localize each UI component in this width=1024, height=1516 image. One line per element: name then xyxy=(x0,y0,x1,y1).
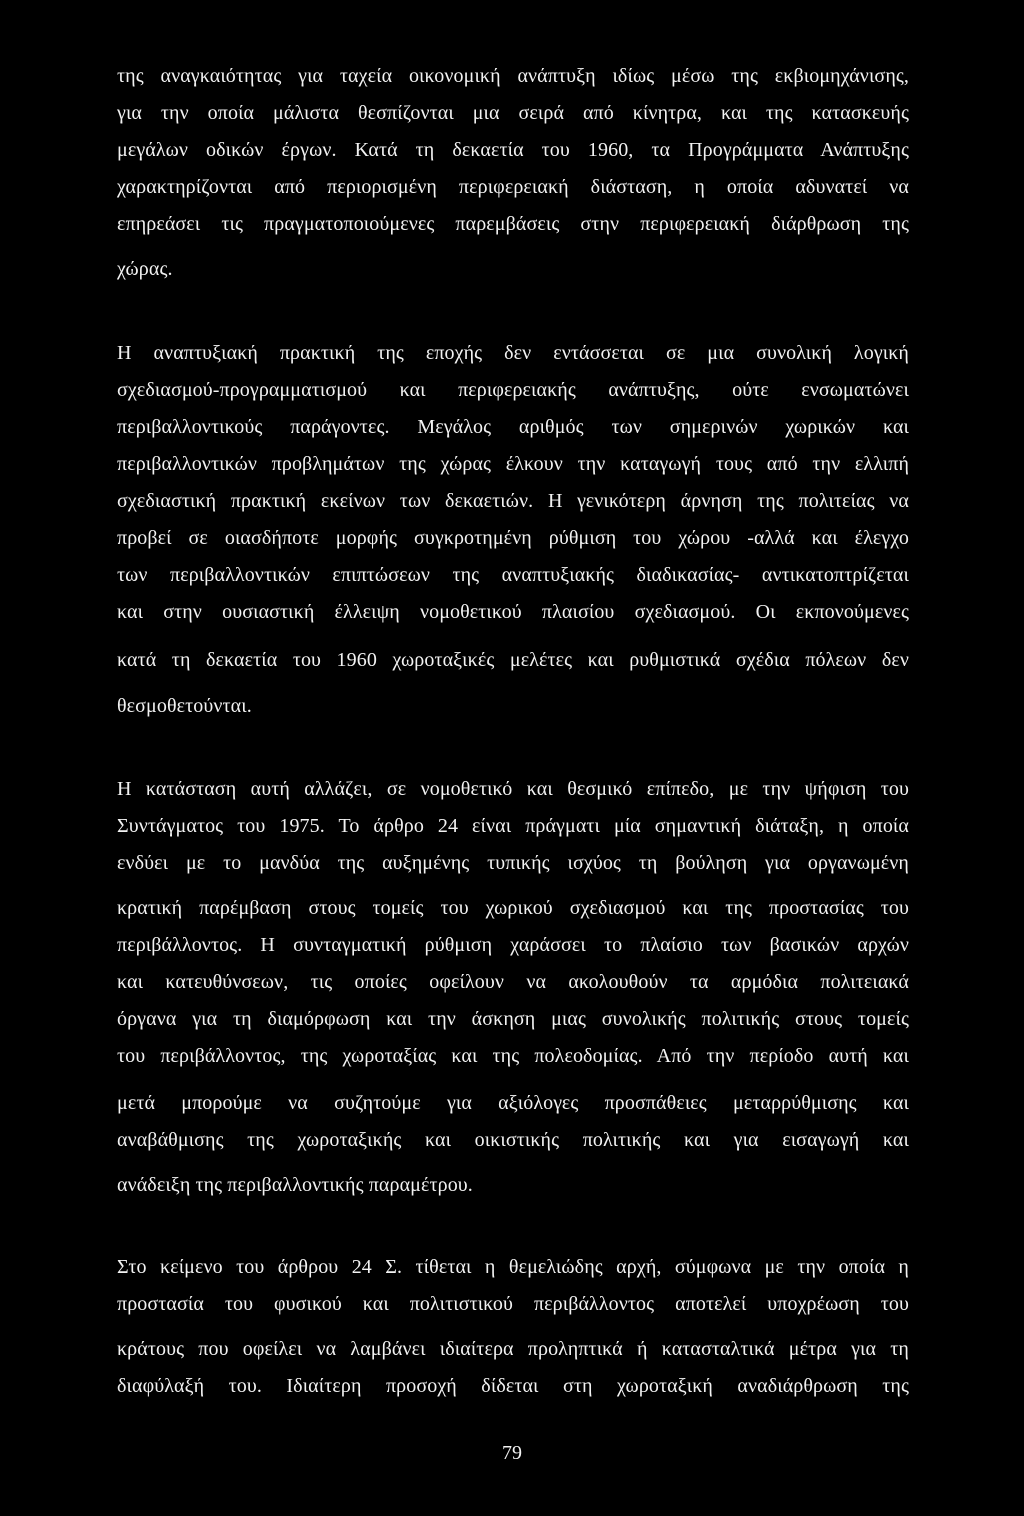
text-line: Η αναπτυξιακή πρακτική της εποχής δεν εντάσσεται σε μια συνολική λογική xyxy=(117,342,909,364)
text-line: μετά μπορούμε να συζητούμε για αξιόλογες προσπάθειες μεταρρύθμισης και xyxy=(117,1092,909,1114)
text-line: όργανα για τη διαμόρφωση και την άσκηση μιας συνολικής πολιτικής στους τομείς xyxy=(117,1008,909,1030)
text-line: και στην ουσιαστική έλλειψη νομοθετικού πλαισίου σχεδιασμού. Οι εκπονούμενες xyxy=(117,601,909,623)
text-line: κράτους που οφείλει να λαμβάνει ιδιαίτερα προληπτικά ή κατασταλτικά μέτρα για τη xyxy=(117,1338,909,1360)
text-line: προβεί σε οιασδήποτε μορφής συγκροτημένη ρύθμιση του χώρου -αλλά και έλεγχο xyxy=(117,527,909,549)
text-line: κρατική παρέμβαση στους τομείς του χωρικού σχεδιασμού και της προστασίας του xyxy=(117,897,909,919)
text-line: των περιβαλλοντικών επιπτώσεων της αναπτυξιακής διαδικασίας- αντικατοπτρίζεται xyxy=(117,564,909,586)
text-line: περιβαλλοντικούς παράγοντες. Μεγάλος αριθμός των σημερινών χωρικών και xyxy=(117,416,909,438)
text-line: αναβάθμισης της χωροταξικής και οικιστικής πολιτικής και για εισαγωγή και xyxy=(117,1129,909,1151)
text-line: ανάδειξη της περιβαλλοντικής παραμέτρου. xyxy=(117,1174,473,1196)
text-line: μεγάλων οδικών έργων. Κατά τη δεκαετία του 1960, τα Προγράμματα Ανάπτυξης xyxy=(117,139,909,161)
text-line: Η κατάσταση αυτή αλλάζει, σε νομοθετικό και θεσμικό επίπεδο, με την ψήφιση του xyxy=(117,778,909,800)
text-line: του περιβάλλοντος, της χωροταξίας και της πολεοδομίας. Από την περίοδο αυτή και xyxy=(117,1045,909,1067)
text-line: κατά τη δεκαετία του 1960 χωροταξικές μελέτες και ρυθμιστικά σχέδια πόλεων δεν xyxy=(117,649,909,671)
text-line: Συντάγματος του 1975. Το άρθρο 24 είναι πράγματι μία σημαντική διάταξη, η οποία xyxy=(117,815,909,837)
text-line: και κατευθύνσεων, τις οποίες οφείλουν να ακολουθούν τα αρμόδια πολιτειακά xyxy=(117,971,909,993)
text-line: περιβαλλοντικών προβλημάτων της χώρας έλκουν την καταγωγή τους από την ελλιπή xyxy=(117,453,909,475)
text-line: σχεδιασμού-προγραμματισμού και περιφερειακής ανάπτυξης, ούτε ενσωματώνει xyxy=(117,379,909,401)
page-number: 79 xyxy=(502,1442,522,1464)
text-line: επηρεάσει τις πραγματοποιούμενες παρεμβάσεις στην περιφερειακή διάρθρωση της xyxy=(117,213,909,235)
text-line: διαφύλαξή του. Ιδιαίτερη προσοχή δίδεται στη χωροταξική αναδιάρθρωση της xyxy=(117,1375,909,1397)
text-line: χώρας. xyxy=(117,258,173,280)
text-line: θεσμοθετούνται. xyxy=(117,695,252,717)
text-line: ενδύει με το μανδύα της αυξημένης τυπικής ισχύος τη βούληση για οργανωμένη xyxy=(117,852,909,874)
text-line: χαρακτηρίζονται από περιορισμένη περιφερειακή διάσταση, η οποία αδυνατεί να xyxy=(117,176,909,198)
text-line: σχεδιαστική πρακτική εκείνων των δεκαετιών. Η γενικότερη άρνηση της πολιτείας να xyxy=(117,490,909,512)
text-line: περιβάλλοντος. Η συνταγματική ρύθμιση χαράσσει το πλαίσιο των βασικών αρχών xyxy=(117,934,909,956)
text-line: Στο κείμενο του άρθρου 24 Σ. τίθεται η θεμελιώδης αρχή, σύμφωνα με την οποία η xyxy=(117,1256,909,1278)
text-line: προστασία του φυσικού και πολιτιστικού περιβάλλοντος αποτελεί υποχρέωση του xyxy=(117,1293,909,1315)
text-line: για την οποία μάλιστα θεσπίζονται μια σειρά από κίνητρα, και της κατασκευής xyxy=(117,102,909,124)
text-line: της αναγκαιότητας για ταχεία οικονομική ανάπτυξη ιδίως μέσω της εκβιομηχάνισης, xyxy=(117,65,909,87)
